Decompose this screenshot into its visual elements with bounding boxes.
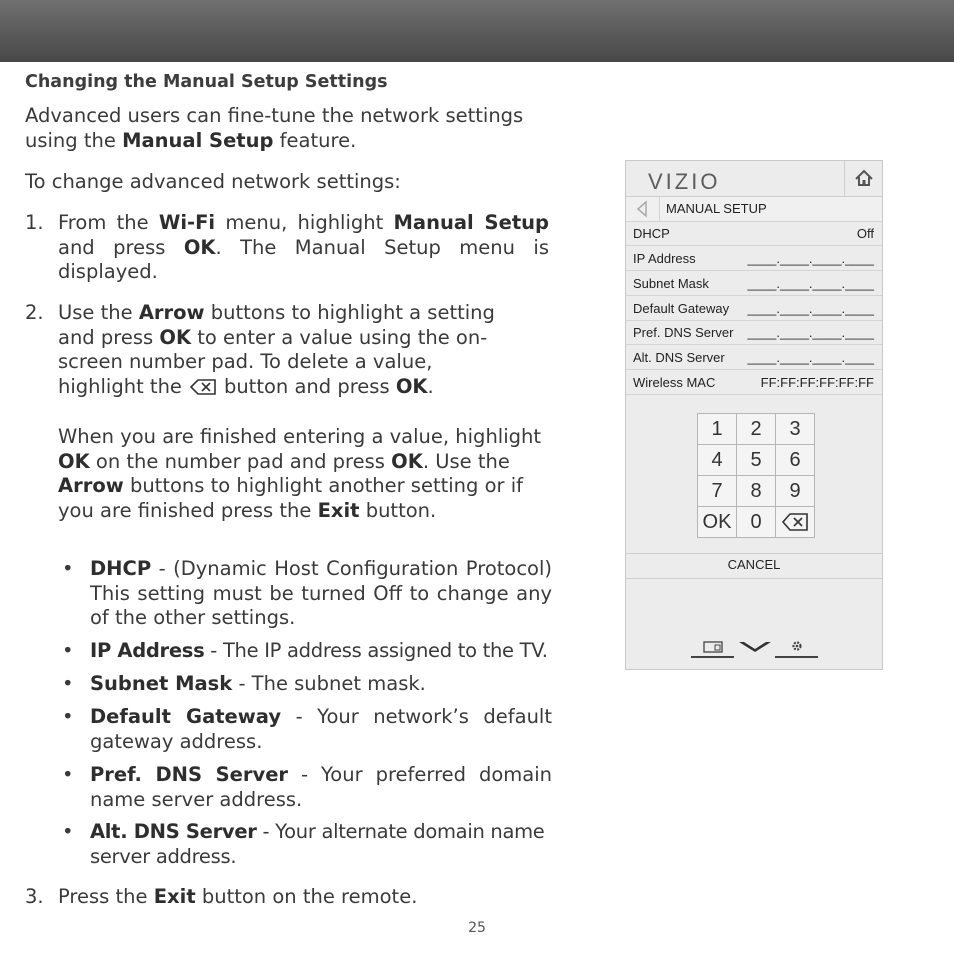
setting-row-ip-address[interactable]: IP Address ____.____.____.____ [626, 247, 882, 271]
number-pad [697, 413, 815, 538]
step-2-continued: When you are finished entering a value, highlight OK on the number pad and press OK. Use the Arrow buttons to highlight another setting or if you are finished press the Exit button. [58, 425, 542, 522]
back-arrow-icon[interactable] [626, 197, 660, 221]
bullet-marker: • [62, 672, 74, 695]
bullet-default-gateway: Default Gateway - Your network’s default gateway address. [90, 705, 552, 753]
key-9[interactable]: 9 [776, 476, 815, 507]
bullet-subnet-mask: Subnet Mask - The subnet mask. [90, 672, 426, 695]
step-3-text: Press the Exit button on the remote. [58, 885, 418, 908]
backspace-icon [781, 511, 809, 533]
bullet-pref-dns: Pref. DNS Server - Your preferred domain name server address. [90, 763, 553, 811]
key-8[interactable]: 8 [737, 476, 776, 507]
key-3[interactable]: 3 [776, 414, 815, 445]
key-0[interactable]: 0 [737, 507, 776, 538]
tv-header [626, 161, 882, 197]
wide-icon[interactable] [691, 642, 734, 657]
step-1-text: From the Wi-Fi menu, highlight Manual Setup and press OK. The Manual Setup menu is displayed. [58, 211, 549, 283]
setting-row-pref-dns[interactable]: Pref. DNS Server ____.____.____.____ [626, 321, 882, 345]
v-icon[interactable] [739, 642, 771, 652]
setting-row-default-gateway[interactable]: Default Gateway ____.____.____.____ [626, 297, 882, 321]
bullet-marker: • [62, 639, 74, 662]
intro-paragraph: Advanced users can fine-tune the network settings using the Manual Setup feature. [25, 104, 524, 152]
page-number: 25 [468, 920, 486, 936]
key-5[interactable]: 5 [737, 445, 776, 476]
vizio-logo: VIZIO [648, 169, 721, 194]
bullet-alt-dns: Alt. DNS Server - Your alternate domain name server address. [90, 820, 545, 868]
bullet-ip-address: IP Address - The IP address assigned to the TV. [90, 639, 548, 662]
setting-row-subnet-mask[interactable]: Subnet Mask ____.____.____.____ [626, 272, 882, 296]
setting-row-dhcp[interactable]: DHCP Off [626, 222, 882, 246]
setting-row-wireless-mac[interactable]: Wireless MAC FF:FF:FF:FF:FF:FF [626, 371, 882, 395]
backspace-icon [190, 377, 216, 393]
lead-paragraph: To change advanced network settings: [25, 170, 401, 193]
bullet-dhcp: DHCP - (Dynamic Host Configuration Protocol) This setting must be turned Off to change any of the other settings. [90, 557, 552, 629]
gear-icon[interactable] [775, 643, 818, 658]
top-banner [0, 0, 954, 62]
tv-menu-title-bar [626, 197, 882, 222]
key-2[interactable]: 2 [737, 414, 776, 445]
step-number: 2. [25, 301, 44, 324]
bullet-marker: • [62, 557, 74, 580]
section-heading: Changing the Manual Setup Settings [25, 72, 388, 92]
tv-manual-setup-screen [625, 160, 883, 670]
cancel-button[interactable]: CANCEL [626, 553, 882, 579]
menu-title: MANUAL SETUP [666, 201, 767, 216]
key-1[interactable]: 1 [698, 414, 737, 445]
step-2-text: Use the Arrow buttons to highlight a setting and press OK to enter a value using the on-screen number pad. To delete a value, highlight the button and press OK. [58, 301, 495, 398]
bullet-marker: • [62, 820, 74, 843]
tv-footer-icons [689, 638, 819, 660]
setting-row-alt-dns[interactable]: Alt. DNS Server ____.____.____.____ [626, 346, 882, 370]
key-4[interactable]: 4 [698, 445, 737, 476]
bullet-marker: • [62, 763, 74, 786]
key-6[interactable]: 6 [776, 445, 815, 476]
key-7[interactable]: 7 [698, 476, 737, 507]
step-number: 1. [25, 211, 44, 234]
home-icon[interactable] [844, 161, 883, 196]
key-delete[interactable] [776, 507, 815, 538]
key-ok[interactable]: OK [698, 507, 737, 538]
bullet-marker: • [62, 705, 74, 728]
step-number: 3. [25, 885, 44, 908]
